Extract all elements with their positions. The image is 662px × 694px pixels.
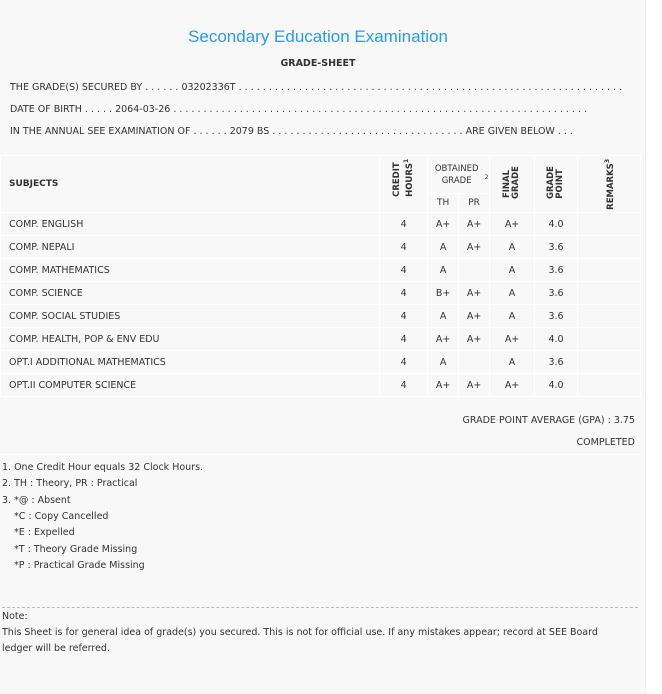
table-row [1, 305, 641, 328]
footnote-item: 2. TH : Theory, PR : Practical [2, 478, 138, 489]
cell-gp: 3.6 [535, 236, 578, 259]
cell-gp: 3.6 [535, 282, 578, 305]
cell-final: A [490, 282, 535, 305]
cell-subject: COMP. NEPALI [1, 236, 380, 259]
cell-subject: COMP. SCIENCE [1, 282, 380, 305]
footnote-item: *E : Expelled [14, 527, 75, 538]
cell-remarks [577, 236, 640, 259]
cell-subject: OPT.II COMPUTER SCIENCE [1, 374, 380, 397]
cell-remarks [577, 374, 640, 397]
cell-credit: 4 [380, 236, 428, 259]
cell-th: A [428, 259, 459, 282]
table-row [1, 351, 641, 374]
cell-remarks [577, 213, 640, 236]
header-grade-point [535, 156, 578, 213]
cell-pr: A+ [459, 282, 490, 305]
header-obtained-text: OBTAINED GRADE [434, 163, 479, 186]
grades-table-body [1, 213, 641, 397]
cell-subject: COMP. MATHEMATICS [1, 259, 380, 282]
status-text: COMPLETED [576, 437, 635, 448]
cell-subject: COMP. ENGLISH [1, 213, 380, 236]
cell-th: A+ [428, 213, 459, 236]
cell-final: A+ [490, 213, 535, 236]
footnote-item: 3. *@ : Absent [2, 495, 71, 506]
note-text-2: ledger will be referred. [2, 643, 110, 654]
cell-remarks [577, 282, 640, 305]
cell-final: A [490, 351, 535, 374]
cell-pr: A+ [459, 305, 490, 328]
footnote-item: 1. One Credit Hour equals 32 Clock Hours. [2, 462, 204, 473]
table-row [1, 213, 641, 236]
remarks-footnote-ref: 3 [603, 158, 611, 163]
cell-remarks [577, 259, 640, 282]
cell-pr [459, 351, 490, 374]
gpa-text: GRADE POINT AVERAGE (GPA) : 3.75 [462, 415, 635, 426]
header-grade-point-text: GRADE POINT [546, 166, 565, 199]
cell-gp: 3.6 [535, 351, 578, 374]
header-final-grade [490, 156, 535, 213]
header-remarks-text: REMARKS [605, 162, 616, 210]
grades-table [0, 155, 641, 397]
grade-sheet-heading: GRADE-SHEET [280, 58, 356, 69]
secured-by-line: THE GRADE(S) SECURED BY . . . . . . 03202336T . . . . . . . . . . . . . . . . . . . . . . . . . . . . . . . . . . . . . . . . . . . . . . . . . . . . . . . . . . . . . . . . [10, 82, 623, 93]
cell-remarks [577, 305, 640, 328]
cell-pr: A+ [459, 328, 490, 351]
cell-th: A+ [428, 374, 459, 397]
cell-gp: 4.0 [535, 213, 578, 236]
credit-footnote-ref: 1 [402, 158, 410, 164]
header-pr: PR [459, 194, 490, 213]
cell-pr: A+ [459, 213, 490, 236]
footnote-item: *P : Practical Grade Missing [14, 560, 145, 571]
obtained-footnote-ref: 2 [484, 173, 489, 181]
cell-subject: COMP. SOCIAL STUDIES [1, 305, 380, 328]
table-row [1, 259, 641, 282]
header-remarks [577, 156, 640, 213]
footnote-item: *C : Copy Cancelled [14, 511, 109, 522]
dashed-divider [2, 607, 638, 608]
cell-credit: 4 [380, 282, 428, 305]
cell-final: A [490, 305, 535, 328]
note-label: Note: [2, 611, 28, 622]
cell-final: A [490, 236, 535, 259]
footnote-item: *T : Theory Grade Missing [14, 544, 138, 555]
table-row [1, 374, 641, 397]
cell-th: A+ [428, 328, 459, 351]
cell-credit: 4 [380, 305, 428, 328]
cell-pr: A+ [459, 374, 490, 397]
cell-final: A+ [490, 328, 535, 351]
cell-pr [459, 259, 490, 282]
cell-th: A [428, 351, 459, 374]
table-row [1, 282, 641, 305]
cell-subject: OPT.I ADDITIONAL MATHEMATICS [1, 351, 380, 374]
cell-th: B+ [428, 282, 459, 305]
cell-pr: A+ [459, 236, 490, 259]
cell-remarks [577, 351, 640, 374]
table-row [1, 328, 641, 351]
cell-credit: 4 [380, 328, 428, 351]
header-credit-text: CREDIT HOURS [391, 162, 415, 197]
header-obtained-grade [428, 156, 490, 194]
header-credit-hours [380, 156, 428, 213]
cell-gp: 4.0 [535, 328, 578, 351]
cell-remarks [577, 328, 640, 351]
table-row [1, 236, 641, 259]
cell-gp: 3.6 [535, 305, 578, 328]
header-subjects: SUBJECTS [1, 156, 380, 213]
cell-final: A+ [490, 374, 535, 397]
header-final-text: FINAL GRADE [502, 166, 522, 199]
cell-gp: 3.6 [535, 259, 578, 282]
cell-final: A [490, 259, 535, 282]
cell-th: A [428, 305, 459, 328]
note-text: This Sheet is for general idea of grade(s) you secured. This is not for official use. If any mistakes appear; record at SEE Board [2, 627, 598, 638]
cell-subject: COMP. HEALTH, POP & ENV EDU [1, 328, 380, 351]
cell-gp: 4.0 [535, 374, 578, 397]
cell-credit: 4 [380, 374, 428, 397]
cell-credit: 4 [380, 351, 428, 374]
cell-credit: 4 [380, 259, 428, 282]
cell-th: A [428, 236, 459, 259]
divider [0, 454, 641, 455]
cell-credit: 4 [380, 213, 428, 236]
dob-line: DATE OF BIRTH . . . . . 2064-03-26 . . . . . . . . . . . . . . . . . . . . . . . . . . . . . . . . . . . . . . . . . . . . . . . . . . . . . . . . . . . . . . . . . . . . . [10, 104, 588, 115]
exam-title: Secondary Education Examination [188, 27, 448, 46]
header-th: TH [428, 194, 459, 213]
exam-line: IN THE ANNUAL SEE EXAMINATION OF . . . . . . 2079 BS . . . . . . . . . . . . . . . . . . . . . . . . . . . . . . . . ARE GIVEN BELOW . . . [10, 126, 573, 137]
